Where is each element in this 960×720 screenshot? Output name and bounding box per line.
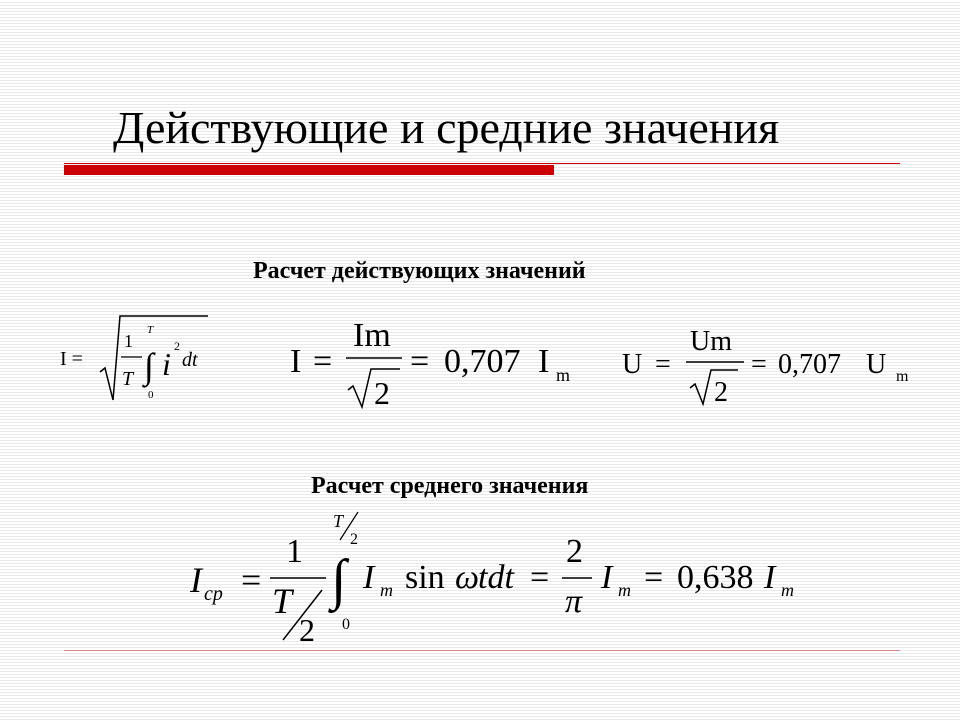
upper-limit: T [147,324,154,336]
omega: ω [455,559,480,596]
symbol: I [538,343,550,380]
coefficient: 0,638 [677,559,754,596]
amplitude: I [601,559,613,596]
amplitude: I [764,559,776,596]
coefficient: 0,707 [444,343,521,380]
equals: = [313,343,333,380]
equals: = [410,343,430,380]
lower-limit: 0 [342,616,350,633]
coefficient: 0,707 [778,349,841,380]
radicand: 2 [714,377,728,408]
equals: = [751,349,767,380]
lhs: U [622,349,643,380]
formula-average [189,511,794,648]
equals: = [644,559,664,596]
denominator-T: T [272,581,293,621]
lhs: I [290,343,302,380]
lower-limit: 0 [148,389,154,401]
fraction-denominator: π [565,583,583,620]
lhs: I = [60,348,83,370]
amplitude-subscript: m [781,580,794,600]
subscript: m [556,365,571,385]
numerator: Im [353,317,391,354]
radicand: 2 [374,375,390,411]
exponent: 2 [174,339,180,353]
amplitude: I [363,559,375,596]
numerator: 1 [124,331,133,351]
formula-rms-integral [60,316,208,401]
integral-sign: ∫ [144,346,154,386]
subscript: m [896,368,909,385]
upper-limit-T: T [333,511,344,531]
numerator: Um [690,326,732,357]
sin: sin [405,559,445,596]
equals: = [241,560,262,600]
equals: = [655,349,671,380]
amplitude-subscript: m [380,580,393,600]
integrand: i [162,346,171,382]
heading-average-value: Расчет среднего значения [311,473,589,499]
denominator-2: 2 [299,612,315,648]
denominator: T [122,368,134,390]
fraction-numerator: 2 [566,533,583,570]
equals: = [530,559,550,596]
slide-title: Действующие и средние значения [113,102,780,153]
amplitude-subscript: m [618,580,631,600]
formula-rms-voltage [622,326,909,408]
numerator: 1 [286,533,303,570]
heading-rms-values: Расчет действующих значений [253,258,586,284]
differential: dt [182,349,198,371]
upper-limit-2: 2 [350,531,358,548]
integral-sign: ∫ [331,549,347,611]
tdt: tdt [478,559,514,596]
symbol: U [866,349,887,380]
lhs: I [190,560,202,600]
formula-rms-current [290,317,570,411]
footer-divider [64,650,900,651]
lhs-subscript: ср [204,583,223,605]
